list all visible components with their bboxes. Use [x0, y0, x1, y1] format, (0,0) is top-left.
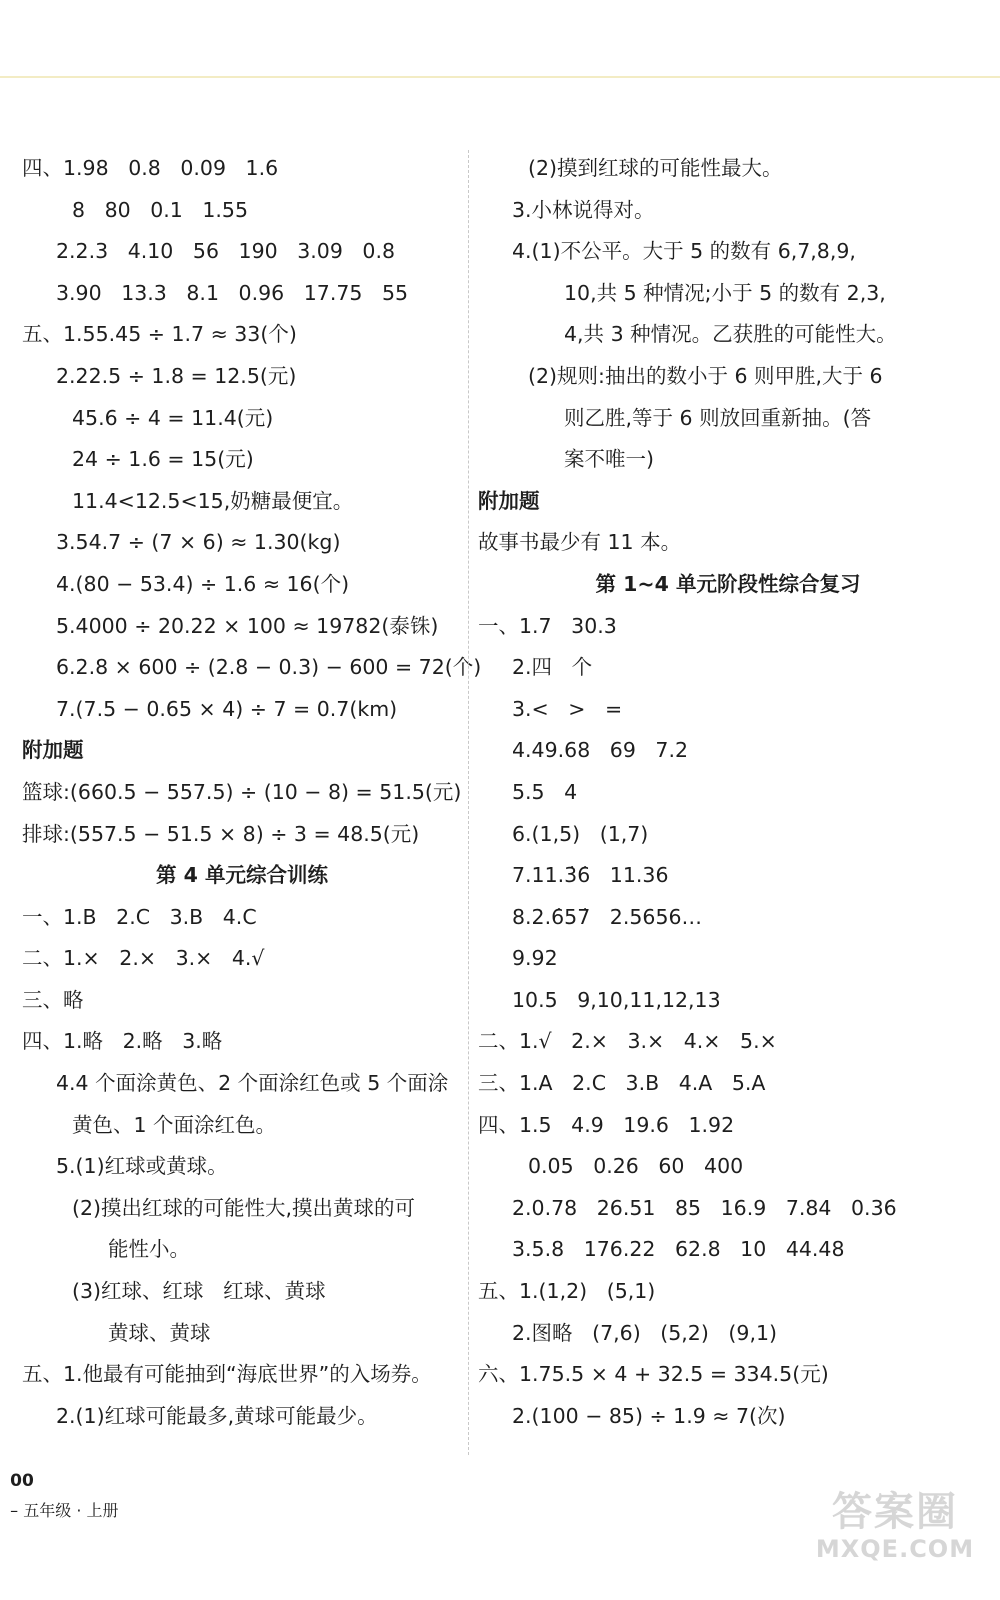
answer-line: 五、1.他最有可能抽到“海底世界”的入场券。 — [22, 1362, 432, 1387]
answer-line: 五、1.(1,2) (5,1) — [478, 1279, 656, 1304]
answer-line: 一、1.B 2.C 3.B 4.C — [22, 904, 257, 929]
answer-line: 黄球、黄球 — [108, 1320, 211, 1345]
section-title: 第 4 单元综合训练 — [155, 863, 329, 888]
section-title: 第 1~4 单元阶段性综合复习 — [595, 571, 861, 596]
answer-line: 0.05 0.26 60 400 — [528, 1154, 744, 1179]
answer-line: 10,共 5 种情况;小于 5 的数有 2,3, — [564, 280, 886, 305]
answer-line: 3.54.7 ÷ (7 × 6) ≈ 1.30(kg) — [56, 530, 341, 555]
answer-line: 3.< > = — [512, 696, 623, 721]
answer-line: 六、1.75.5 × 4 + 32.5 = 334.5(元) — [478, 1362, 829, 1387]
answer-line: 11.4<12.5<15,奶糖最便宜。 — [72, 488, 354, 513]
answer-line: 9.92 — [512, 946, 558, 971]
answer-line: 3.5.8 176.22 62.8 10 44.48 — [512, 1237, 845, 1262]
answer-line: 能性小。 — [108, 1237, 190, 1262]
answer-line: (2)摸到红球的可能性最大。 — [528, 156, 783, 180]
answer-line: 4.4 个面涂黄色、2 个面涂红色或 5 个面涂 — [56, 1071, 449, 1096]
answer-line: 3.90 13.3 8.1 0.96 17.75 55 — [56, 280, 409, 305]
answer-line: 五、1.55.45 ÷ 1.7 ≈ 33(个) — [22, 322, 297, 347]
watermark-logo — [810, 1490, 980, 1570]
answer-line: 2.四 个 — [512, 655, 593, 680]
answer-line: 二、1.× 2.× 3.× 4.√ — [22, 946, 265, 971]
answer-line: 2.0.78 26.51 85 16.9 7.84 0.36̇ — [512, 1195, 897, 1220]
answer-line: 故事书最少有 11 本。 — [478, 530, 682, 555]
section-heading: 附加题 — [478, 488, 540, 513]
answer-line: 3.小林说得对。 — [512, 197, 655, 222]
page-number: 00 — [10, 1471, 34, 1491]
answer-line: 四、1.98 0.8 0.09 1.6 — [22, 156, 279, 180]
answer-line: 2.2.3 4.10 56 190 3.09 0.8 — [56, 239, 396, 264]
answer-line: 7.(7.5 − 0.65 × 4) ÷ 7 = 0.7(km) — [56, 696, 398, 721]
answer-line: 7.11.3̇6̇ 11.36 — [512, 863, 669, 888]
answer-line: 2.图略 (7,6) (5,2) (9,1) — [512, 1320, 777, 1345]
answer-line: 24 ÷ 1.6 = 15(元) — [72, 447, 254, 472]
answer-line: 8.2.6̇57̇ 2.5656… — [512, 904, 703, 929]
top-rule — [0, 76, 1000, 78]
answer-line: 案不唯一) — [564, 447, 654, 472]
answer-line: 2.(100 − 85) ÷ 1.9 ≈ 7(次) — [512, 1403, 786, 1428]
answer-line: 则乙胜,等于 6 则放回重新抽。(答 — [564, 405, 872, 430]
answer-line: 4,共 3 种情况。乙获胜的可能性大。 — [564, 322, 897, 347]
answer-line: 2.22.5 ÷ 1.8 = 12.5(元) — [56, 363, 297, 388]
answer-line: 8 80 0.1 1.55 — [72, 197, 249, 222]
watermark-text: 答案圈 — [832, 1489, 958, 1535]
answer-line: 2.(1)红球可能最多,黄球可能最少。 — [56, 1403, 378, 1428]
answer-line: 6.(1,5) (1,7) — [512, 821, 649, 846]
answer-line: 一、1.7 30.3 — [478, 613, 617, 638]
page-footer — [0, 1436, 119, 1520]
section-heading: 附加题 — [22, 738, 84, 763]
column-divider — [468, 150, 469, 1455]
answer-line: (2)摸出红球的可能性大,摸出黄球的可 — [72, 1195, 416, 1220]
grade-label: – 五年级 · 上册 — [10, 1501, 119, 1520]
answer-line: (2)规则:抽出的数小于 6 则甲胜,大于 6 — [528, 363, 883, 388]
answer-line: 排球:(557.5 − 51.5 × 8) ÷ 3 = 48.5(元) — [22, 821, 420, 846]
answer-line: 5.4000 ÷ 20.22 × 100 ≈ 19782(泰铢) — [56, 613, 439, 638]
answer-line: 45.6 ÷ 4 = 11.4(元) — [72, 405, 274, 430]
answer-line: 三、1.A 2.C 3.B 4.A 5.A — [478, 1071, 766, 1096]
right-column — [478, 148, 978, 1437]
answer-line: 二、1.√ 2.× 3.× 4.× 5.× — [478, 1029, 777, 1054]
answer-line: 四、1.5 4.9 19.6 1.92 — [478, 1112, 735, 1137]
answer-line: 三、略 — [22, 987, 84, 1012]
left-column — [22, 148, 482, 1437]
answer-line: 四、1.略 2.略 3.略 — [22, 1029, 223, 1054]
answer-line: 4.49.68 69 7.2 — [512, 738, 689, 763]
answer-line: 4.(1)不公平。大于 5 的数有 6,7,8,9, — [512, 239, 856, 264]
answer-line: (3)红球、红球 红球、黄球 — [72, 1279, 326, 1304]
answer-line: 5.5 4 — [512, 779, 578, 804]
answer-line: 黄色、1 个面涂红色。 — [72, 1112, 277, 1137]
answer-line: 5.(1)红球或黄球。 — [56, 1154, 228, 1179]
answer-line: 篮球:(660.5 − 557.5) ÷ (10 − 8) = 51.5(元) — [22, 779, 462, 804]
answer-line: 6.2.8 × 600 ÷ (2.8 − 0.3) − 600 = 72(个) — [56, 655, 482, 680]
answer-line: 10.5 9,10,11,12,13 — [512, 987, 721, 1012]
watermark-url: MXQE.COM — [815, 1535, 975, 1563]
answer-line: 4.(80 − 53.4) ÷ 1.6 ≈ 16(个) — [56, 571, 350, 596]
